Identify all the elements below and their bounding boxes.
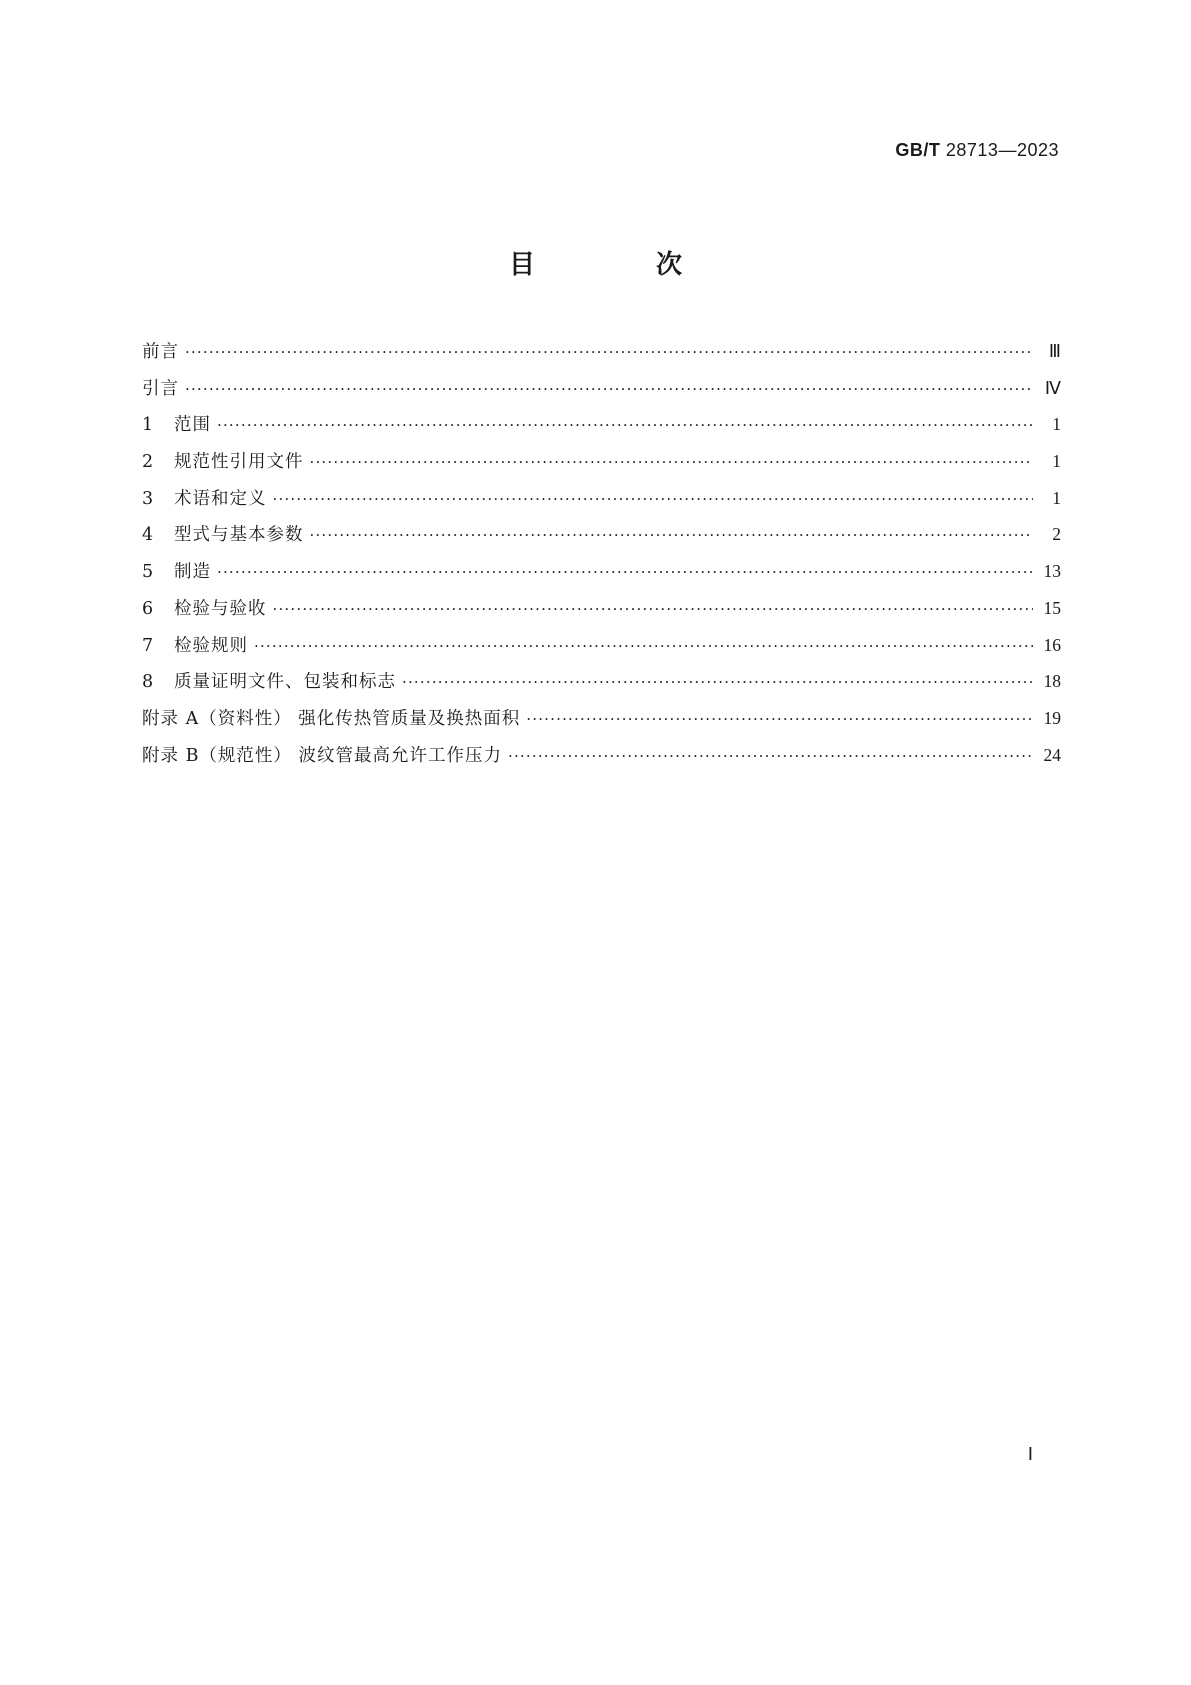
toc-leader-dots [217, 416, 1033, 434]
toc-entry-annex-b[interactable] [142, 742, 1061, 779]
toc-leader-dots [185, 380, 1033, 398]
toc-entry-label: 前言 [142, 342, 179, 362]
toc-entry-label: 附录 B（规范性） 波纹管最高允许工作压力 [142, 745, 502, 766]
toc-entry-inspection-acceptance[interactable] [142, 595, 1061, 632]
toc-entry-page: 13 [1043, 561, 1061, 582]
toc-entry-terms-definitions[interactable] [142, 485, 1061, 522]
toc-entry-page: 24 [1043, 744, 1061, 765]
page-number: Ⅰ [1027, 1444, 1033, 1464]
page-title: 目 次 [508, 250, 739, 280]
toc-entry-page: Ⅲ [1048, 341, 1061, 361]
toc-entry-page: 1 [1052, 487, 1061, 508]
toc-entry-label: 术语和定义 [174, 488, 267, 509]
toc-entry-label: 检验规则 [174, 635, 248, 656]
toc-entry-types-parameters[interactable] [142, 521, 1061, 558]
toc-leader-dots [273, 490, 1034, 508]
toc-entry-page: 16 [1043, 634, 1061, 655]
standard-code: 28713—2023 [945, 140, 1059, 160]
toc-leader-dots [526, 710, 1033, 728]
toc-leader-dots [217, 563, 1033, 581]
toc-entry-label: 附录 A（资料性） 强化传热管质量及换热面积 [142, 708, 521, 729]
toc-entry-scope[interactable] [142, 411, 1061, 448]
toc-entry-page: 19 [1043, 707, 1061, 728]
toc-entry-number: 5 [142, 562, 154, 583]
toc-entry-introduction[interactable] [142, 375, 1061, 412]
toc-entry-number: 3 [142, 488, 154, 509]
table-of-contents [142, 338, 1061, 778]
toc-entry-foreword[interactable] [142, 338, 1061, 375]
toc-entry-number: 6 [142, 598, 154, 619]
toc-entry-label: 规范性引用文件 [174, 452, 304, 473]
toc-leader-dots [273, 600, 1034, 618]
toc-entry-page: 2 [1052, 524, 1061, 545]
toc-entry-quality-packaging-marking[interactable] [142, 668, 1061, 705]
toc-entry-manufacturing[interactable] [142, 558, 1061, 595]
toc-leader-dots [508, 747, 1033, 765]
toc-leader-dots [254, 637, 1033, 655]
toc-entry-page: 1 [1052, 414, 1061, 435]
toc-leader-dots [310, 453, 1034, 471]
standard-number [895, 140, 1059, 161]
toc-entry-number: 8 [142, 672, 154, 693]
toc-entry-label: 范围 [174, 415, 211, 436]
toc-entry-annex-a[interactable] [142, 705, 1061, 742]
toc-entry-number: 7 [142, 635, 154, 656]
toc-leader-dots [185, 343, 1033, 361]
toc-entry-label: 检验与验收 [174, 598, 267, 619]
toc-leader-dots [402, 673, 1033, 691]
toc-entry-label: 质量证明文件、包装和标志 [174, 672, 396, 693]
toc-entry-label: 引言 [142, 378, 179, 399]
toc-entry-page: 18 [1043, 671, 1061, 692]
toc-entry-number: 2 [142, 452, 154, 473]
toc-entry-number: 4 [142, 525, 154, 546]
toc-entry-label: 型式与基本参数 [174, 525, 304, 546]
toc-entry-number: 1 [142, 415, 154, 436]
toc-entry-page: 15 [1043, 597, 1061, 618]
toc-entry-page: Ⅳ [1044, 377, 1061, 398]
toc-entry-label: 制造 [174, 562, 211, 583]
toc-entry-inspection-rules[interactable] [142, 632, 1061, 669]
standard-prefix: GB/T [895, 140, 941, 160]
toc-entry-page: 1 [1052, 451, 1061, 472]
toc-entry-normative-references[interactable] [142, 448, 1061, 485]
toc-leader-dots [310, 526, 1034, 544]
